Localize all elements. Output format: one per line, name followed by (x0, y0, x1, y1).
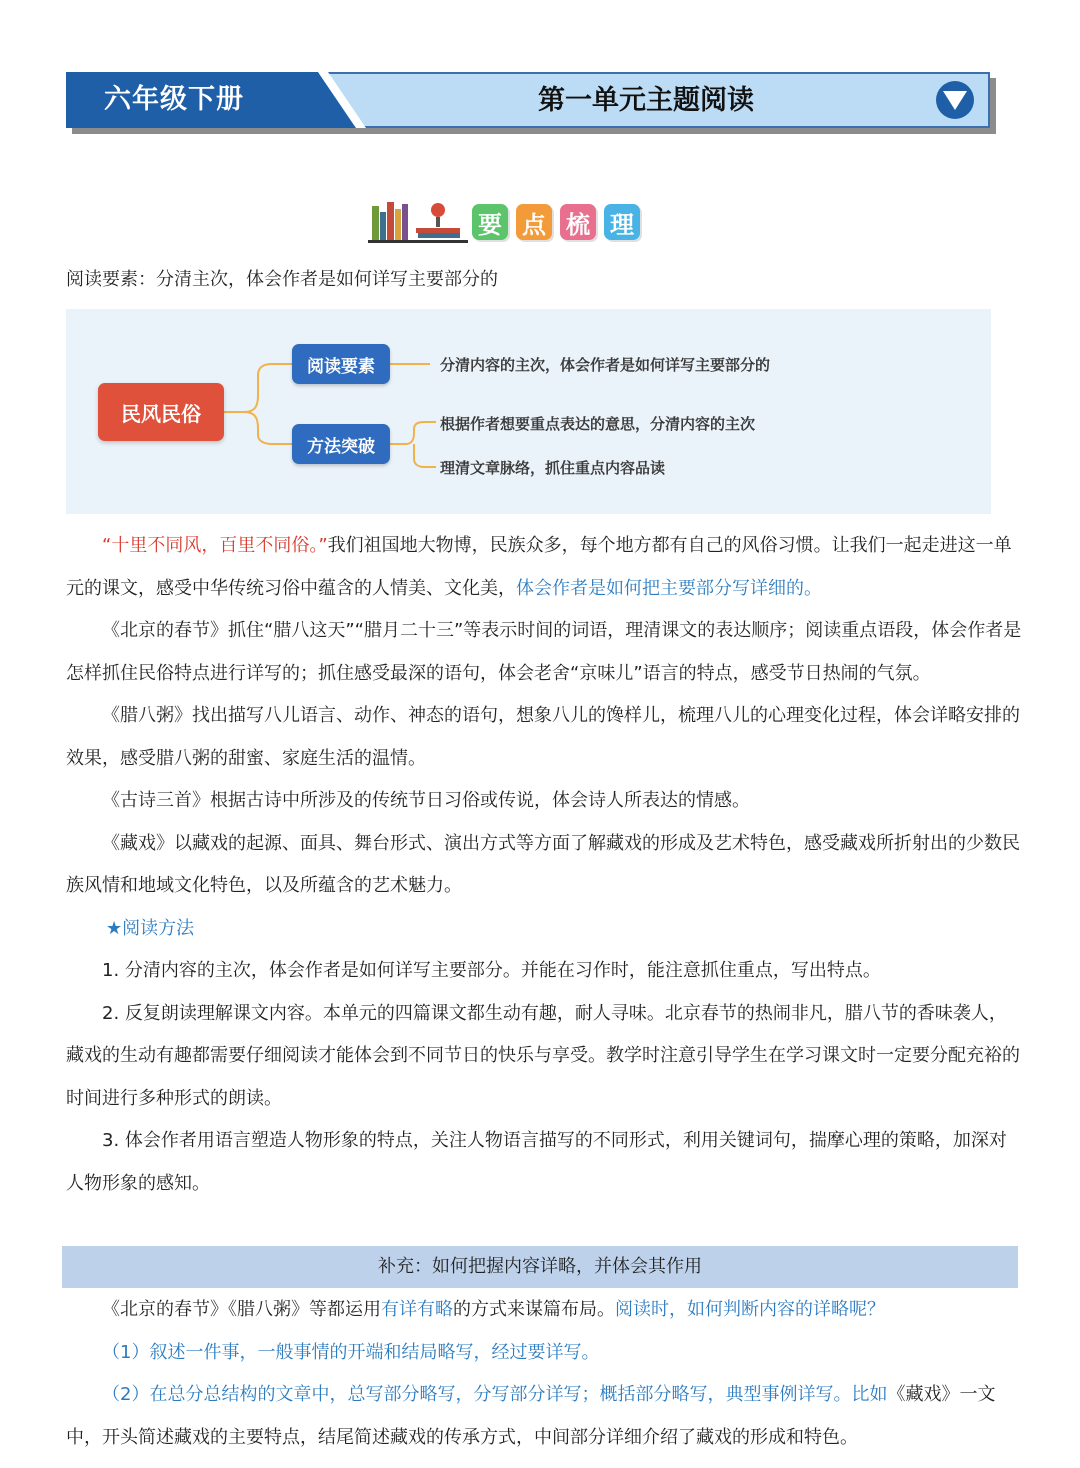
reading-element-line: 阅读要素：分清主次，体会作者是如何详写主要部分的 (66, 269, 498, 290)
paragraph-text: 的方式来谋篇布局。 (453, 1299, 615, 1320)
paragraph: 《北京的春节》抓住“腊八这天”“腊月二十三”等表示时间的词语，理清课文的表达顺序；阅读重点语段，体会作者是怎样抓住民俗特点进行详写的；抓住感受最深的语句，体会老舍“京味儿”语言的特点，感受节日热闹的气氛。 (66, 620, 1022, 684)
quote-text: “十里不同风，百里不同俗。” (102, 535, 328, 556)
grade-label: 六年级下册 (104, 84, 244, 115)
paragraph: （1）叙述一件事，一般事情的开端和结局略写，经过要详写。 (102, 1341, 600, 1363)
title-tile: 理 (604, 204, 640, 240)
mind-map-branch: 方法突破 (292, 424, 390, 464)
mind-map (66, 309, 991, 514)
method-item: 2. 反复朗读理解课文内容。本单元的四篇课文都生动有趣，耐人寻味。北京春节的热闹非凡，腊八节的香味袭人，藏戏的生动有趣都需要仔细阅读才能体会到不同节日的快乐与享受。教学时注意引导学生在学习课文时一定要分配充裕的时间进行多种形式的朗读。 (66, 1002, 1020, 1109)
paragraph-text: 《北京的春节》《腊八粥》等都运用 (102, 1299, 381, 1320)
paragraph-text: 我们祖国地大物博，民族众多，每个地方都有自己的风俗习惯。让我们一起走进这一单元的课文，感受中华传统习俗中蕴含的人情美、文化美， (66, 535, 1012, 599)
mind-map-branch: 阅读要素 (292, 344, 390, 384)
paragraph (66, 1374, 1022, 1459)
supplement-text (66, 1289, 1022, 1459)
paragraph: 《藏戏》以藏戏的起源、面具、舞台形式、演出方式等方面了解藏戏的形成及艺术特色，感受藏戏所折射出的少数民族风情和地域文化特色，以及所蕴含的艺术魅力。 (66, 832, 1020, 896)
unit-title: 第一单元主题阅读 (538, 85, 754, 116)
section-title-tiles (472, 204, 640, 240)
mind-map-root: 民风民俗 (98, 383, 224, 441)
method-item: 3. 体会作者用语言塑造人物形象的特点，关注人物语言描写的不同形式，利用关键词句，揣摩心理的策略，加深对人物形象的感知。 (66, 1130, 1007, 1194)
body-text (66, 525, 1022, 1205)
highlight-text: 体会作者是如何把主要部分写详细的。 (516, 577, 822, 599)
books-icon (368, 200, 468, 244)
header-banner (66, 72, 996, 134)
highlight-text: 阅读时，如何判断内容的详略呢？ (615, 1299, 885, 1320)
title-tile: 要 (472, 204, 508, 240)
title-tile: 点 (516, 204, 552, 240)
supplement-title-bar: 补充：如何把握内容详略，并体会其作用 (62, 1246, 1018, 1288)
paragraph: 《腊八粥》找出描写八儿语言、动作、神态的语句，想象八儿的馋样儿，梳理八儿的心理变化过程，体会详略安排的效果，感受腊八粥的甜蜜、家庭生活的温情。 (66, 705, 1020, 769)
highlight-text: 有详有略 (381, 1299, 453, 1320)
method-item: 1. 分清内容的主次，体会作者是如何详写主要部分。并能在习作时，能注意抓住重点，写出特点。 (102, 960, 881, 981)
mind-map-leaf: 根据作者想要重点表达的意思，分清内容的主次 (440, 415, 756, 433)
title-tile: 梳 (560, 204, 596, 240)
section-title (368, 196, 658, 246)
highlight-text: （2）在总分总结构的文章中，总写部分略写，分写部分详写；概括部分略写，典型事例详写。比如 (102, 1384, 888, 1405)
paragraph-text: 《藏戏》一文中，开头简述藏戏的主要特点，结尾简述藏戏的传承方式，中间部分详细介绍了藏戏的形成和特色。 (66, 1384, 996, 1448)
mind-map-leaf: 分清内容的主次，体会作者是如何详写主要部分的 (440, 356, 771, 374)
dropdown-button[interactable] (936, 81, 974, 119)
paragraph (66, 1289, 1022, 1332)
paragraph: 《古诗三首》根据古诗中所涉及的传统节日习俗或传说，体会诗人所表达的情感。 (102, 790, 750, 811)
paragraph (66, 525, 1022, 610)
triangle-down-icon (942, 89, 968, 111)
method-heading: ★阅读方法 (106, 917, 195, 939)
mind-map-leaf: 理清文章脉络，抓住重点内容品读 (440, 459, 666, 477)
